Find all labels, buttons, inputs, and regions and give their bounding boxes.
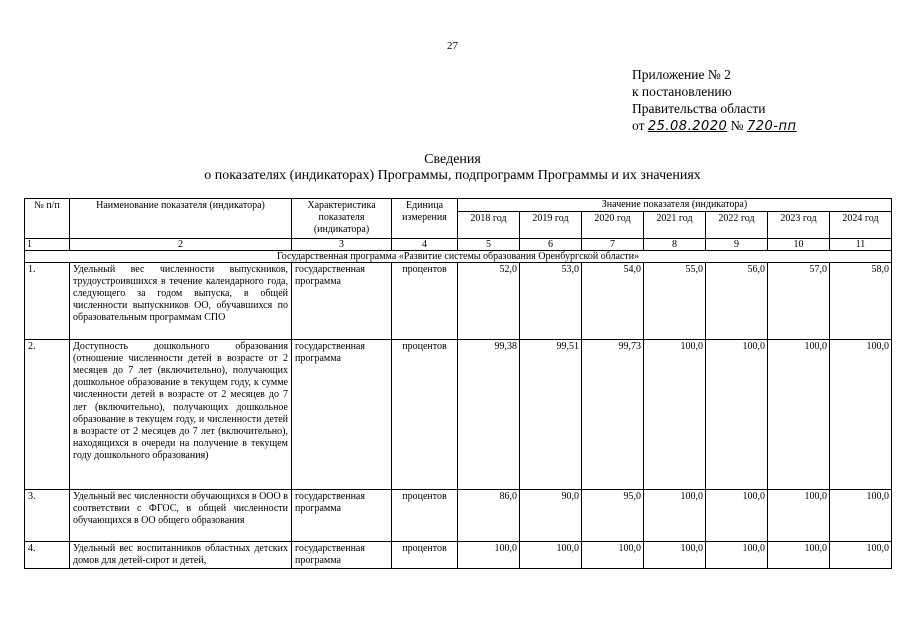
- program-row: [25, 250, 892, 262]
- column-number: 3: [292, 238, 392, 250]
- date-prefix: от: [632, 118, 645, 133]
- column-number: 4: [392, 238, 458, 250]
- header-year: 2022 год: [706, 211, 768, 238]
- column-number: 1: [25, 238, 70, 250]
- appendix-line-1: Приложение № 2: [632, 67, 731, 82]
- handwritten-number: 720-пп: [746, 119, 797, 134]
- row-name: Удельный вес воспитанников областных детских домов для детей-сирот и детей,: [70, 541, 292, 568]
- row-value: 100,0: [830, 541, 892, 568]
- row-value: 100,0: [830, 339, 892, 489]
- table-header-row: [25, 199, 892, 212]
- row-value: 100,0: [706, 339, 768, 489]
- row-value: 100,0: [706, 541, 768, 568]
- header-year: 2021 год: [644, 211, 706, 238]
- row-characteristic: государственная программа: [292, 262, 392, 339]
- column-number: 2: [70, 238, 292, 250]
- row-value: 100,0: [644, 489, 706, 541]
- column-number: 8: [644, 238, 706, 250]
- column-number: 6: [520, 238, 582, 250]
- row-unit: процентов: [392, 262, 458, 339]
- table-row: [25, 541, 892, 568]
- row-value: 56,0: [706, 262, 768, 339]
- row-value: 99,38: [458, 339, 520, 489]
- row-value: 100,0: [830, 489, 892, 541]
- row-value: 100,0: [768, 489, 830, 541]
- appendix-date-line: [632, 117, 796, 135]
- appendix-line-3: Правительства области: [632, 101, 766, 116]
- page-number: 27: [447, 40, 458, 52]
- header-year: 2018 год: [458, 211, 520, 238]
- row-value: 100,0: [644, 541, 706, 568]
- row-value: 58,0: [830, 262, 892, 339]
- appendix-block: [632, 66, 796, 135]
- header-year: 2023 год: [768, 211, 830, 238]
- table-row: [25, 262, 892, 339]
- row-value: 57,0: [768, 262, 830, 339]
- row-value: 95,0: [582, 489, 644, 541]
- row-num: 4.: [25, 541, 70, 568]
- row-value: 100,0: [768, 541, 830, 568]
- row-value: 52,0: [458, 262, 520, 339]
- column-number: 5: [458, 238, 520, 250]
- program-title: Государственная программа «Развитие системы образования Оренбургской области»: [25, 250, 892, 262]
- row-name: Удельный вес численности выпускников, трудоустроившихся в течение календарного года, следующего за годом выпуска, в общей численности выпускников ОО, обучавшихся по образовательным программам СПО: [70, 262, 292, 339]
- header-num: № п/п: [25, 199, 70, 239]
- row-name: Удельный вес численности обучающихся в ООО в соответствии с ФГОС, в общей численности обучающихся в ОО общего образования: [70, 489, 292, 541]
- row-value: 100,0: [458, 541, 520, 568]
- row-value: 100,0: [706, 489, 768, 541]
- row-name: Доступность дошкольного образования (отношение численности детей в возрасте от 2 месяцев до 7 лет (включительно), получающих дошкольное образование в текущем году, к сумме численности детей в возрасте от 2 месяцев до 7 лет (включительно), получающих дошкольное образование в текущем году, и численности детей в возрасте от 2 месяцев до 7 лет (включительно), находящихся в очереди на получение в текущем году дошкольного образования): [70, 339, 292, 489]
- row-characteristic: государственная программа: [292, 339, 392, 489]
- row-unit: процентов: [392, 541, 458, 568]
- number-sign: №: [730, 118, 744, 133]
- handwritten-date: 25.08.2020: [647, 119, 728, 134]
- document-title: Сведения: [424, 152, 481, 167]
- row-value: 55,0: [644, 262, 706, 339]
- row-unit: процентов: [392, 339, 458, 489]
- row-value: 99,73: [582, 339, 644, 489]
- header-year: 2019 год: [520, 211, 582, 238]
- table-row: [25, 489, 892, 541]
- row-value: 100,0: [768, 339, 830, 489]
- header-name: Наименование показателя (индикатора): [70, 199, 292, 239]
- appendix-line-2: к постановлению: [632, 84, 732, 99]
- table-row: [25, 339, 892, 489]
- header-year: 2020 год: [582, 211, 644, 238]
- row-characteristic: государственная программа: [292, 489, 392, 541]
- row-value: 86,0: [458, 489, 520, 541]
- row-value: 100,0: [644, 339, 706, 489]
- row-value: 100,0: [520, 541, 582, 568]
- row-num: 2.: [25, 339, 70, 489]
- row-value: 53,0: [520, 262, 582, 339]
- column-numbers-row: [25, 238, 892, 250]
- column-number: 10: [768, 238, 830, 250]
- header-unit: Единица измерения: [392, 199, 458, 239]
- column-number: 9: [706, 238, 768, 250]
- row-value: 99,51: [520, 339, 582, 489]
- row-characteristic: государственная программа: [292, 541, 392, 568]
- column-number: 7: [582, 238, 644, 250]
- header-characteristic: Характеристика показателя (индикатора): [292, 199, 392, 239]
- document-subtitle: о показателях (индикаторах) Программы, подпрограмм Программы и их значениях: [204, 168, 701, 183]
- column-number: 11: [830, 238, 892, 250]
- row-num: 3.: [25, 489, 70, 541]
- header-values-group: Значение показателя (индикатора): [458, 199, 892, 212]
- row-unit: процентов: [392, 489, 458, 541]
- row-value: 100,0: [582, 541, 644, 568]
- row-value: 54,0: [582, 262, 644, 339]
- row-num: 1.: [25, 262, 70, 339]
- header-year: 2024 год: [830, 211, 892, 238]
- row-value: 90,0: [520, 489, 582, 541]
- indicators-table: [24, 198, 892, 569]
